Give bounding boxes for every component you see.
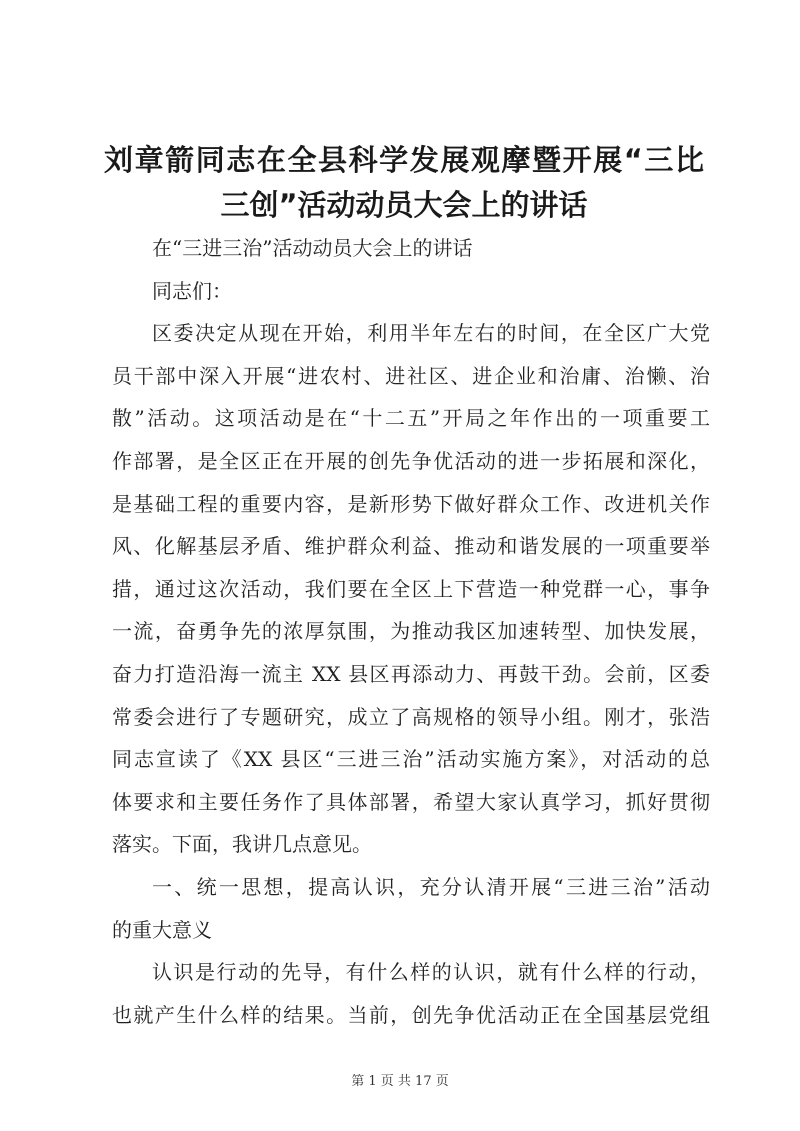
text-line: 散”活动。这项活动是在“十二五”开局之年作出的一项重要工 — [112, 406, 710, 431]
document-body — [112, 227, 710, 1036]
text-line: 一流，奋勇争先的浓厚氛围，为推动我区加速转型、加快发展， — [112, 619, 710, 644]
text-line: 风、化解基层矛盾、维护群众利益、推动和谐发展的一项重要举 — [112, 534, 710, 559]
title-line-1: 刘章箭同志在全县科学发展观摩暨开展“三比 — [104, 143, 704, 177]
text-line: 措，通过这次活动，我们要在全区上下营造一种党群一心，事争 — [112, 576, 710, 601]
text-line: 一、统一思想，提高认识，充分认清开展“三进三治”活动 — [152, 874, 710, 899]
text-line: 的重大意义 — [112, 917, 212, 942]
text-line: 奋力打造沿海一流主 XX 县区再添动力、再鼓干劲。会前，区委 — [112, 661, 710, 686]
text-line: 作部署，是全区正在开展的创先争优活动的进一步拓展和深化， — [112, 448, 710, 473]
text-line: 同志们： — [152, 278, 232, 303]
text-line: 认识是行动的先导，有什么样的认识，就有什么样的行动， — [152, 960, 710, 985]
text-line: 常委会进行了专题研究，成立了高规格的领导小组。刚才，张浩 — [112, 704, 710, 729]
text-line: 同志宣读了《XX 县区“三进三治”活动实施方案》，对活动的总 — [112, 747, 710, 772]
text-line: 体要求和主要任务作了具体部署，希望大家认真学习，抓好贯彻 — [112, 789, 710, 814]
document-title — [104, 138, 704, 228]
text-line: 落实。下面，我讲几点意见。 — [112, 832, 372, 857]
title-line-2: 三创”活动动员大会上的讲话 — [220, 188, 588, 222]
text-line: 员干部中深入开展“进农村、进社区、进企业和治庸、治懒、治 — [112, 363, 710, 388]
page-footer: 第 1 页 共 17 页 — [351, 1074, 449, 1089]
text-line: 区委决定从现在开始，利用半年左右的时间，在全区广大党 — [152, 321, 710, 346]
text-line: 在“三进三治”活动动员大会上的讲话 — [152, 236, 473, 260]
text-line: 是基础工程的重要内容，是新形势下做好群众工作、改进机关作 — [112, 491, 710, 516]
text-line: 也就产生什么样的结果。当前，创先争优活动正在全国基层党组 — [112, 1002, 710, 1027]
